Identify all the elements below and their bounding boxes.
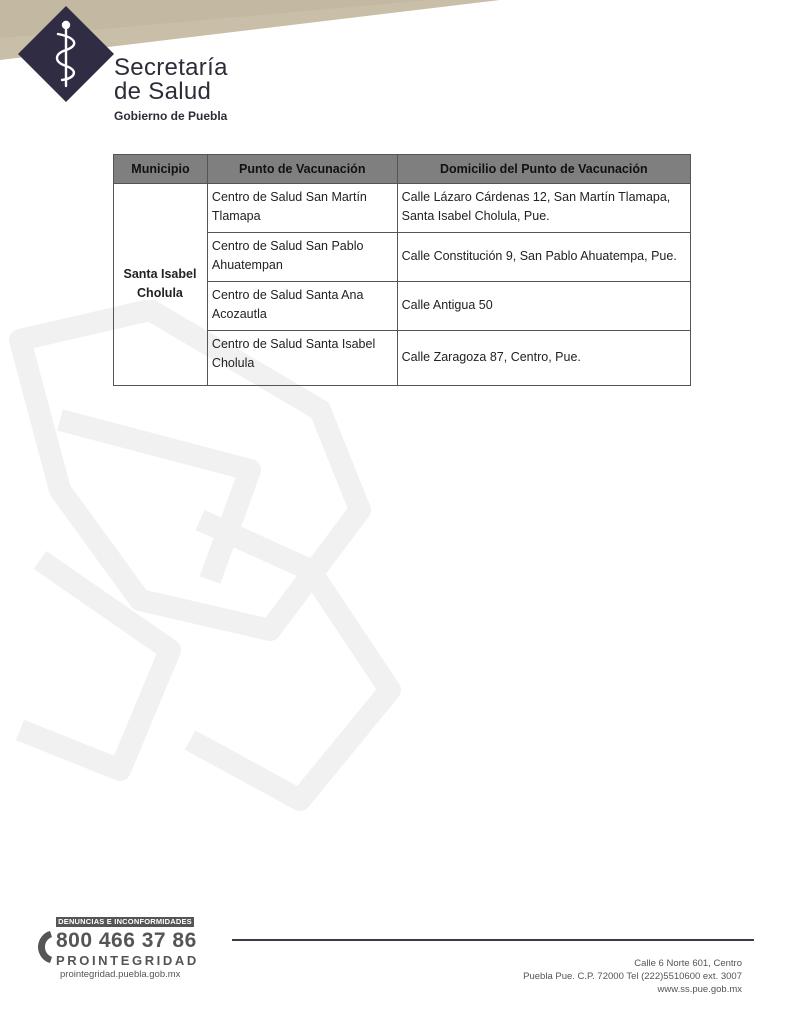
vaccination-points-table bbox=[113, 154, 691, 386]
hotline-tag: DENUNCIAS E INCONFORMIDADES bbox=[56, 917, 194, 927]
footer-divider bbox=[232, 939, 754, 941]
brand-title-line2: de Salud bbox=[114, 78, 212, 105]
table-row bbox=[114, 184, 691, 233]
cell-punto: Centro de Salud San Pablo Ahuatempan bbox=[207, 233, 397, 282]
table-header-row bbox=[114, 155, 691, 184]
hotline-website-link[interactable]: prointegridad.puebla.gob.mx bbox=[60, 969, 181, 980]
header-municipio: Municipio bbox=[114, 155, 208, 184]
footer-website-link[interactable]: www.ss.pue.gob.mx bbox=[657, 984, 742, 995]
cell-municipio: Santa Isabel Cholula bbox=[114, 184, 208, 386]
brand-subtitle: Gobierno de Puebla bbox=[114, 109, 228, 123]
phone-icon bbox=[36, 929, 56, 965]
header-punto: Punto de Vacunación bbox=[207, 155, 397, 184]
cell-punto: Centro de Salud Santa Isabel Cholula bbox=[207, 331, 397, 386]
caduceus-icon bbox=[18, 6, 114, 102]
brand-title-line1: Secretaría bbox=[114, 54, 228, 81]
cell-domicilio: Calle Antigua 50 bbox=[397, 282, 690, 331]
cell-domicilio: Calle Lázaro Cárdenas 12, San Martín Tlamapa, Santa Isabel Cholula, Pue. bbox=[397, 184, 690, 233]
hotline-number: 800 466 37 86 bbox=[56, 929, 197, 952]
hotline-name: PROINTEGRIDAD bbox=[56, 953, 199, 968]
cell-domicilio: Calle Zaragoza 87, Centro, Pue. bbox=[397, 331, 690, 386]
cell-punto: Centro de Salud Santa Ana Acozautla bbox=[207, 282, 397, 331]
footer-address-line: Calle 6 Norte 601, Centro bbox=[634, 958, 742, 969]
cell-punto: Centro de Salud San Martín Tlamapa bbox=[207, 184, 397, 233]
cell-domicilio: Calle Constitución 9, San Pablo Ahuatempa, Pue. bbox=[397, 233, 690, 282]
footer-address-line: Puebla Pue. C.P. 72000 Tel (222)5510600 ext. 3007 bbox=[523, 971, 742, 982]
header-domicilio: Domicilio del Punto de Vacunación bbox=[397, 155, 690, 184]
